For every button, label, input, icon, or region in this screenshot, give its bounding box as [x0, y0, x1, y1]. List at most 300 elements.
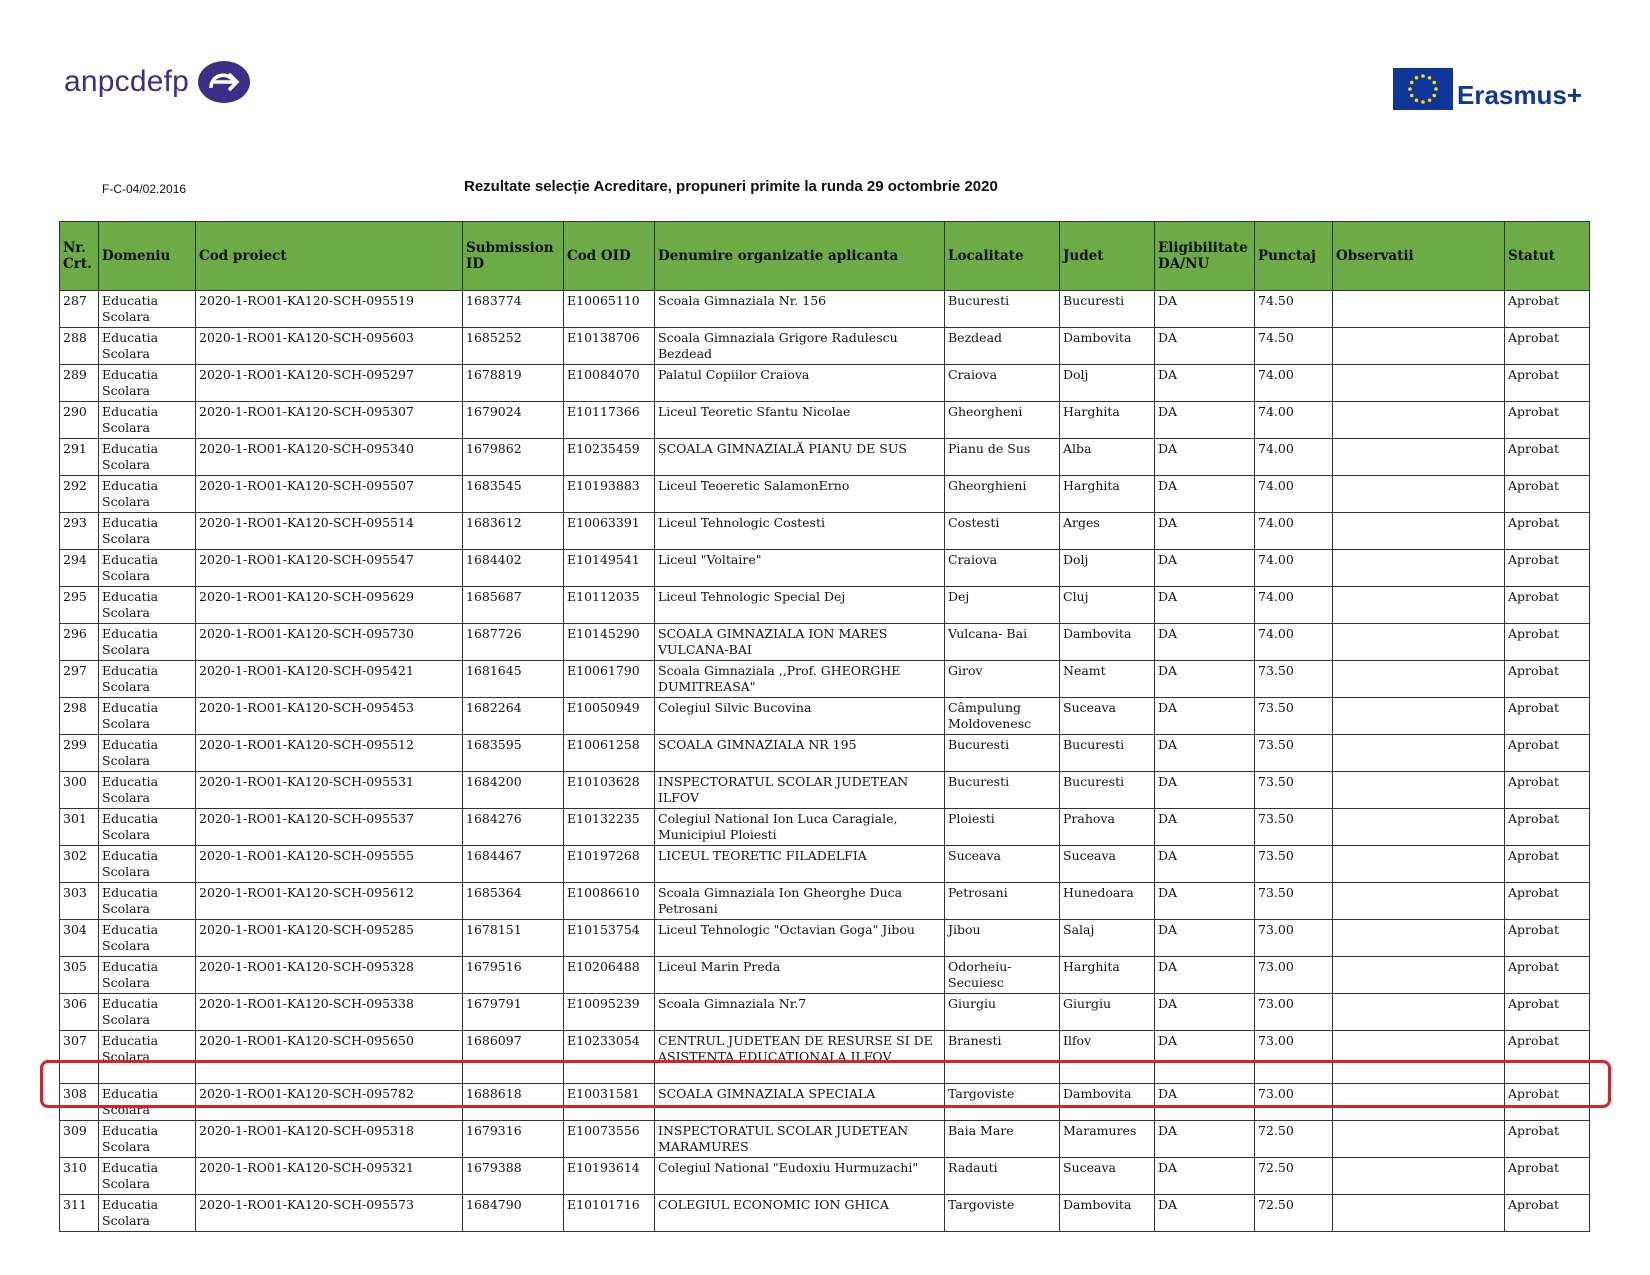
cell-domeniu: Educatia Scolara: [99, 1084, 196, 1121]
cell-judet: Ilfov: [1060, 1031, 1155, 1084]
cell-judet: Dambovita: [1060, 1195, 1155, 1232]
cell-domeniu: Educatia Scolara: [99, 550, 196, 587]
cell-cod-oid: E10050949: [564, 698, 655, 735]
cell-cod-oid: E10206488: [564, 957, 655, 994]
cell-cod-oid: E10065110: [564, 291, 655, 328]
table-row: [60, 550, 1590, 587]
cell-eligibilitate: DA: [1155, 772, 1255, 809]
cell-localitate: Targoviste: [945, 1084, 1060, 1121]
cell-denumire-organizatie: Liceul Teoretic Sfantu Nicolae: [655, 402, 945, 439]
cell-submission-id: 1681645: [463, 661, 564, 698]
cell-cod-oid: E10145290: [564, 624, 655, 661]
cell-judet: Dolj: [1060, 550, 1155, 587]
cell-cod-oid: E10235459: [564, 439, 655, 476]
cell-denumire-organizatie: LICEUL TEORETIC FILADELFIA: [655, 846, 945, 883]
cell-domeniu: Educatia Scolara: [99, 1031, 196, 1084]
cell-statut: Aprobat: [1505, 328, 1590, 365]
cell-punctaj: 74.00: [1255, 439, 1333, 476]
cell-observatii: [1333, 291, 1505, 328]
cell-statut: Aprobat: [1505, 772, 1590, 809]
cell-domeniu: Educatia Scolara: [99, 402, 196, 439]
cell-eligibilitate: DA: [1155, 513, 1255, 550]
cell-cod-proiect: 2020-1-RO01-KA120-SCH-095297: [196, 365, 463, 402]
cell-judet: Dolj: [1060, 365, 1155, 402]
cell-localitate: Craiova: [945, 365, 1060, 402]
cell-observatii: [1333, 328, 1505, 365]
cell-submission-id: 1685252: [463, 328, 564, 365]
cell-judet: Prahova: [1060, 809, 1155, 846]
cell-statut: Aprobat: [1505, 365, 1590, 402]
cell-submission-id: 1678819: [463, 365, 564, 402]
cell-cod-oid: E10149541: [564, 550, 655, 587]
eu-star-icon: [1415, 75, 1419, 79]
cell-eligibilitate: DA: [1155, 1084, 1255, 1121]
column-header-denumire-organizatie: Denumire organizatie aplicanta: [655, 222, 945, 291]
cell-domeniu: Educatia Scolara: [99, 661, 196, 698]
table-row: [60, 439, 1590, 476]
cell-punctaj: 74.00: [1255, 513, 1333, 550]
cell-submission-id: 1683545: [463, 476, 564, 513]
cell-cod-proiect: 2020-1-RO01-KA120-SCH-095338: [196, 994, 463, 1031]
cell-nr-crt: 303: [60, 883, 99, 920]
cell-denumire-organizatie: COLEGIUL ECONOMIC ION GHICA: [655, 1195, 945, 1232]
cell-judet: Maramures: [1060, 1121, 1155, 1158]
results-table: [59, 221, 1590, 1232]
cell-eligibilitate: DA: [1155, 846, 1255, 883]
table-row: [60, 1158, 1590, 1195]
cell-cod-oid: E10061258: [564, 735, 655, 772]
cell-cod-oid: E10086610: [564, 883, 655, 920]
cell-eligibilitate: DA: [1155, 920, 1255, 957]
cell-statut: Aprobat: [1505, 1031, 1590, 1084]
column-header-cod-oid: Cod OID: [564, 222, 655, 291]
column-header-submission-id: Submission ID: [463, 222, 564, 291]
cell-cod-proiect: 2020-1-RO01-KA120-SCH-095321: [196, 1158, 463, 1195]
cell-denumire-organizatie: Palatul Copiilor Craiova: [655, 365, 945, 402]
cell-statut: Aprobat: [1505, 550, 1590, 587]
cell-cod-oid: E10031581: [564, 1084, 655, 1121]
cell-nr-crt: 305: [60, 957, 99, 994]
cell-observatii: [1333, 513, 1505, 550]
cell-cod-oid: E10233054: [564, 1031, 655, 1084]
cell-domeniu: Educatia Scolara: [99, 328, 196, 365]
cell-judet: Harghita: [1060, 402, 1155, 439]
cell-nr-crt: 288: [60, 328, 99, 365]
cell-observatii: [1333, 1084, 1505, 1121]
eu-star-icon: [1432, 80, 1436, 84]
cell-cod-proiect: 2020-1-RO01-KA120-SCH-095547: [196, 550, 463, 587]
cell-statut: Aprobat: [1505, 846, 1590, 883]
cell-judet: Harghita: [1060, 476, 1155, 513]
cell-eligibilitate: DA: [1155, 587, 1255, 624]
cell-punctaj: 73.00: [1255, 1084, 1333, 1121]
cell-observatii: [1333, 476, 1505, 513]
cell-statut: Aprobat: [1505, 513, 1590, 550]
cell-statut: Aprobat: [1505, 1084, 1590, 1121]
cell-submission-id: 1684467: [463, 846, 564, 883]
eu-star-icon: [1428, 75, 1432, 79]
cell-domeniu: Educatia Scolara: [99, 365, 196, 402]
cell-submission-id: 1687726: [463, 624, 564, 661]
cell-nr-crt: 297: [60, 661, 99, 698]
cell-observatii: [1333, 550, 1505, 587]
cell-eligibilitate: DA: [1155, 1031, 1255, 1084]
cell-eligibilitate: DA: [1155, 624, 1255, 661]
document-title: Rezultate selecție Acreditare, propuneri primite la runda 29 octombrie 2020: [464, 178, 998, 195]
cell-judet: Dambovita: [1060, 624, 1155, 661]
table-row: [60, 291, 1590, 328]
cell-cod-proiect: 2020-1-RO01-KA120-SCH-095514: [196, 513, 463, 550]
cell-submission-id: 1679791: [463, 994, 564, 1031]
cell-eligibilitate: DA: [1155, 883, 1255, 920]
cell-domeniu: Educatia Scolara: [99, 735, 196, 772]
cell-observatii: [1333, 957, 1505, 994]
cell-judet: Alba: [1060, 439, 1155, 476]
cell-localitate: Branesti: [945, 1031, 1060, 1084]
eu-star-icon: [1421, 74, 1425, 78]
cell-eligibilitate: DA: [1155, 1158, 1255, 1195]
cell-nr-crt: 301: [60, 809, 99, 846]
cell-cod-oid: E10153754: [564, 920, 655, 957]
cell-submission-id: 1683595: [463, 735, 564, 772]
cell-statut: Aprobat: [1505, 1121, 1590, 1158]
cell-cod-oid: E10095239: [564, 994, 655, 1031]
cell-eligibilitate: DA: [1155, 994, 1255, 1031]
cell-denumire-organizatie: INSPECTORATUL SCOLAR JUDETEAN ILFOV: [655, 772, 945, 809]
cell-punctaj: 73.00: [1255, 994, 1333, 1031]
cell-localitate: Petrosani: [945, 883, 1060, 920]
cell-nr-crt: 287: [60, 291, 99, 328]
cell-observatii: [1333, 587, 1505, 624]
cell-submission-id: 1682264: [463, 698, 564, 735]
cell-localitate: Bucuresti: [945, 772, 1060, 809]
cell-statut: Aprobat: [1505, 661, 1590, 698]
cell-domeniu: Educatia Scolara: [99, 291, 196, 328]
cell-eligibilitate: DA: [1155, 328, 1255, 365]
cell-denumire-organizatie: ȘCOALA GIMNAZIALĂ PIANU DE SUS: [655, 439, 945, 476]
cell-nr-crt: 306: [60, 994, 99, 1031]
cell-punctaj: 73.50: [1255, 846, 1333, 883]
cell-nr-crt: 302: [60, 846, 99, 883]
cell-judet: Arges: [1060, 513, 1155, 550]
cell-denumire-organizatie: SCOALA GIMNAZIALA SPECIALA: [655, 1084, 945, 1121]
cell-nr-crt: 304: [60, 920, 99, 957]
cell-submission-id: 1688618: [463, 1084, 564, 1121]
cell-cod-oid: E10138706: [564, 328, 655, 365]
table-header-row: [60, 222, 1590, 291]
column-header-nr-crt: Nr. Crt.: [60, 222, 99, 291]
eu-flag-icon: [1393, 68, 1453, 110]
cell-cod-oid: E10061790: [564, 661, 655, 698]
table-row: [60, 735, 1590, 772]
cell-cod-oid: E10132235: [564, 809, 655, 846]
cell-punctaj: 72.50: [1255, 1195, 1333, 1232]
cell-punctaj: 73.50: [1255, 809, 1333, 846]
cell-judet: Suceava: [1060, 698, 1155, 735]
cell-statut: Aprobat: [1505, 994, 1590, 1031]
table-row: [60, 883, 1590, 920]
cell-nr-crt: 310: [60, 1158, 99, 1195]
cell-eligibilitate: DA: [1155, 957, 1255, 994]
cell-judet: Salaj: [1060, 920, 1155, 957]
cell-cod-proiect: 2020-1-RO01-KA120-SCH-095603: [196, 328, 463, 365]
cell-cod-proiect: 2020-1-RO01-KA120-SCH-095730: [196, 624, 463, 661]
cell-observatii: [1333, 735, 1505, 772]
cell-domeniu: Educatia Scolara: [99, 587, 196, 624]
table-row: [60, 513, 1590, 550]
cell-nr-crt: 291: [60, 439, 99, 476]
cell-nr-crt: 290: [60, 402, 99, 439]
eu-star-icon: [1415, 98, 1419, 102]
cell-cod-proiect: 2020-1-RO01-KA120-SCH-095318: [196, 1121, 463, 1158]
cell-denumire-organizatie: Scoala Gimnaziala Nr.7: [655, 994, 945, 1031]
cell-localitate: Giurgiu: [945, 994, 1060, 1031]
cell-eligibilitate: DA: [1155, 476, 1255, 513]
cell-observatii: [1333, 809, 1505, 846]
cell-eligibilitate: DA: [1155, 365, 1255, 402]
cell-judet: Dambovita: [1060, 1084, 1155, 1121]
cell-cod-oid: E10117366: [564, 402, 655, 439]
cell-denumire-organizatie: Liceul Tehnologic Costesti: [655, 513, 945, 550]
cell-nr-crt: 307: [60, 1031, 99, 1084]
cell-denumire-organizatie: CENTRUL JUDETEAN DE RESURSE SI DE ASISTENTA EDUCATIONALA ILFOV: [655, 1031, 945, 1084]
table-row: [60, 1084, 1590, 1121]
erasmus-logo-text: Erasmus+: [1457, 80, 1583, 110]
table-row: [60, 920, 1590, 957]
cell-cod-oid: E10103628: [564, 772, 655, 809]
table-body: [60, 291, 1590, 1232]
cell-domeniu: Educatia Scolara: [99, 957, 196, 994]
cell-localitate: Pianu de Sus: [945, 439, 1060, 476]
cell-observatii: [1333, 994, 1505, 1031]
erasmus-logo: [1393, 66, 1582, 111]
cell-cod-proiect: 2020-1-RO01-KA120-SCH-095328: [196, 957, 463, 994]
cell-localitate: Vulcana- Bai: [945, 624, 1060, 661]
cell-domeniu: Educatia Scolara: [99, 883, 196, 920]
cell-denumire-organizatie: SCOALA GIMNAZIALA ION MARES VULCANA-BAI: [655, 624, 945, 661]
table-row: [60, 624, 1590, 661]
cell-punctaj: 74.00: [1255, 476, 1333, 513]
cell-cod-proiect: 2020-1-RO01-KA120-SCH-095573: [196, 1195, 463, 1232]
cell-denumire-organizatie: Liceul Marin Preda: [655, 957, 945, 994]
cell-domeniu: Educatia Scolara: [99, 476, 196, 513]
cell-submission-id: 1686097: [463, 1031, 564, 1084]
cell-punctaj: 74.50: [1255, 328, 1333, 365]
cell-punctaj: 73.50: [1255, 883, 1333, 920]
cell-punctaj: 72.50: [1255, 1158, 1333, 1195]
anpcdefp-logo-text: anpcdefp: [64, 65, 190, 98]
cell-observatii: [1333, 1121, 1505, 1158]
cell-nr-crt: 298: [60, 698, 99, 735]
cell-cod-proiect: 2020-1-RO01-KA120-SCH-095519: [196, 291, 463, 328]
table-row: [60, 809, 1590, 846]
cell-statut: Aprobat: [1505, 291, 1590, 328]
cell-statut: Aprobat: [1505, 624, 1590, 661]
cell-domeniu: Educatia Scolara: [99, 1195, 196, 1232]
cell-submission-id: 1679516: [463, 957, 564, 994]
cell-denumire-organizatie: SCOALA GIMNAZIALA NR 195: [655, 735, 945, 772]
cell-eligibilitate: DA: [1155, 1121, 1255, 1158]
cell-statut: Aprobat: [1505, 439, 1590, 476]
cell-submission-id: 1684200: [463, 772, 564, 809]
column-header-localitate: Localitate: [945, 222, 1060, 291]
column-header-observatii: Observatii: [1333, 222, 1505, 291]
cell-punctaj: 72.50: [1255, 1121, 1333, 1158]
cell-judet: Hunedoara: [1060, 883, 1155, 920]
cell-nr-crt: 295: [60, 587, 99, 624]
cell-judet: Neamt: [1060, 661, 1155, 698]
cell-denumire-organizatie: Liceul Tehnologic Special Dej: [655, 587, 945, 624]
cell-domeniu: Educatia Scolara: [99, 772, 196, 809]
cell-eligibilitate: DA: [1155, 439, 1255, 476]
table-row: [60, 365, 1590, 402]
cell-observatii: [1333, 698, 1505, 735]
cell-observatii: [1333, 402, 1505, 439]
cell-eligibilitate: DA: [1155, 291, 1255, 328]
cell-domeniu: Educatia Scolara: [99, 809, 196, 846]
cell-denumire-organizatie: Scoala Gimnaziala Nr. 156: [655, 291, 945, 328]
cell-punctaj: 73.50: [1255, 772, 1333, 809]
cell-localitate: Câmpulung Moldovenesc: [945, 698, 1060, 735]
cell-cod-proiect: 2020-1-RO01-KA120-SCH-095453: [196, 698, 463, 735]
cell-cod-proiect: 2020-1-RO01-KA120-SCH-095340: [196, 439, 463, 476]
cell-judet: Bucuresti: [1060, 772, 1155, 809]
cell-cod-proiect: 2020-1-RO01-KA120-SCH-095421: [196, 661, 463, 698]
cell-submission-id: 1685687: [463, 587, 564, 624]
cell-punctaj: 73.00: [1255, 957, 1333, 994]
eu-star-icon: [1410, 93, 1414, 97]
eu-star-icon: [1421, 100, 1425, 104]
cell-localitate: Costesti: [945, 513, 1060, 550]
cell-denumire-organizatie: Scoala Gimnaziala ,,Prof. GHEORGHE DUMITREASA": [655, 661, 945, 698]
eu-star-icon: [1428, 98, 1432, 102]
cell-observatii: [1333, 1195, 1505, 1232]
cell-judet: Dambovita: [1060, 328, 1155, 365]
cell-eligibilitate: DA: [1155, 698, 1255, 735]
cell-localitate: Craiova: [945, 550, 1060, 587]
cell-statut: Aprobat: [1505, 920, 1590, 957]
cell-punctaj: 74.00: [1255, 550, 1333, 587]
cell-submission-id: 1683612: [463, 513, 564, 550]
cell-observatii: [1333, 624, 1505, 661]
cell-statut: Aprobat: [1505, 1158, 1590, 1195]
cell-domeniu: Educatia Scolara: [99, 846, 196, 883]
cell-submission-id: 1679862: [463, 439, 564, 476]
cell-domeniu: Educatia Scolara: [99, 439, 196, 476]
table-row: [60, 1031, 1590, 1084]
cell-cod-proiect: 2020-1-RO01-KA120-SCH-095555: [196, 846, 463, 883]
cell-cod-proiect: 2020-1-RO01-KA120-SCH-095537: [196, 809, 463, 846]
cell-denumire-organizatie: Scoala Gimnaziala Ion Gheorghe Duca Petrosani: [655, 883, 945, 920]
cell-nr-crt: 311: [60, 1195, 99, 1232]
cell-localitate: Bezdead: [945, 328, 1060, 365]
anpcdefp-arrow-icon: [197, 60, 251, 104]
table-row: [60, 1121, 1590, 1158]
column-header-judet: Judet: [1060, 222, 1155, 291]
form-code: F-C-04/02.2016: [102, 182, 187, 196]
cell-nr-crt: 293: [60, 513, 99, 550]
cell-localitate: Bucuresti: [945, 291, 1060, 328]
cell-domeniu: Educatia Scolara: [99, 1158, 196, 1195]
cell-cod-oid: E10193614: [564, 1158, 655, 1195]
cell-judet: Suceava: [1060, 846, 1155, 883]
cell-denumire-organizatie: Colegiul Silvic Bucovina: [655, 698, 945, 735]
cell-punctaj: 74.00: [1255, 402, 1333, 439]
cell-cod-proiect: 2020-1-RO01-KA120-SCH-095782: [196, 1084, 463, 1121]
cell-nr-crt: 296: [60, 624, 99, 661]
cell-denumire-organizatie: Liceul Teoeretic SalamonErno: [655, 476, 945, 513]
cell-eligibilitate: DA: [1155, 1195, 1255, 1232]
cell-cod-oid: E10073556: [564, 1121, 655, 1158]
cell-statut: Aprobat: [1505, 587, 1590, 624]
cell-submission-id: 1683774: [463, 291, 564, 328]
cell-judet: Bucuresti: [1060, 291, 1155, 328]
cell-nr-crt: 299: [60, 735, 99, 772]
cell-submission-id: 1684276: [463, 809, 564, 846]
cell-denumire-organizatie: Liceul "Voltaire": [655, 550, 945, 587]
cell-observatii: [1333, 883, 1505, 920]
cell-punctaj: 73.50: [1255, 661, 1333, 698]
cell-observatii: [1333, 846, 1505, 883]
cell-localitate: Jibou: [945, 920, 1060, 957]
cell-submission-id: 1679388: [463, 1158, 564, 1195]
cell-domeniu: Educatia Scolara: [99, 994, 196, 1031]
cell-eligibilitate: DA: [1155, 550, 1255, 587]
cell-observatii: [1333, 1158, 1505, 1195]
cell-punctaj: 74.00: [1255, 365, 1333, 402]
cell-judet: Cluj: [1060, 587, 1155, 624]
cell-judet: Harghita: [1060, 957, 1155, 994]
cell-submission-id: 1678151: [463, 920, 564, 957]
cell-observatii: [1333, 1031, 1505, 1084]
cell-cod-proiect: 2020-1-RO01-KA120-SCH-095285: [196, 920, 463, 957]
cell-cod-proiect: 2020-1-RO01-KA120-SCH-095307: [196, 402, 463, 439]
cell-localitate: Ploiesti: [945, 809, 1060, 846]
cell-submission-id: 1684402: [463, 550, 564, 587]
cell-cod-proiect: 2020-1-RO01-KA120-SCH-095612: [196, 883, 463, 920]
cell-punctaj: 73.50: [1255, 698, 1333, 735]
cell-statut: Aprobat: [1505, 476, 1590, 513]
cell-observatii: [1333, 920, 1505, 957]
cell-nr-crt: 309: [60, 1121, 99, 1158]
cell-eligibilitate: DA: [1155, 809, 1255, 846]
cell-localitate: Baia Mare: [945, 1121, 1060, 1158]
cell-judet: Bucuresti: [1060, 735, 1155, 772]
column-header-punctaj: Punctaj: [1255, 222, 1333, 291]
cell-statut: Aprobat: [1505, 883, 1590, 920]
column-header-domeniu: Domeniu: [99, 222, 196, 291]
table-row: [60, 1195, 1590, 1232]
cell-submission-id: 1679316: [463, 1121, 564, 1158]
cell-localitate: Targoviste: [945, 1195, 1060, 1232]
cell-cod-proiect: 2020-1-RO01-KA120-SCH-095531: [196, 772, 463, 809]
cell-punctaj: 73.00: [1255, 920, 1333, 957]
eu-star-icon: [1432, 93, 1436, 97]
column-header-eligibilitate: Eligibilitate DA/NU: [1155, 222, 1255, 291]
cell-submission-id: 1685364: [463, 883, 564, 920]
cell-statut: Aprobat: [1505, 735, 1590, 772]
eu-star-icon: [1434, 87, 1438, 91]
cell-eligibilitate: DA: [1155, 661, 1255, 698]
cell-localitate: Bucuresti: [945, 735, 1060, 772]
cell-submission-id: 1684790: [463, 1195, 564, 1232]
cell-nr-crt: 294: [60, 550, 99, 587]
table-row: [60, 587, 1590, 624]
cell-nr-crt: 308: [60, 1084, 99, 1121]
cell-statut: Aprobat: [1505, 809, 1590, 846]
cell-punctaj: 74.00: [1255, 587, 1333, 624]
cell-observatii: [1333, 661, 1505, 698]
